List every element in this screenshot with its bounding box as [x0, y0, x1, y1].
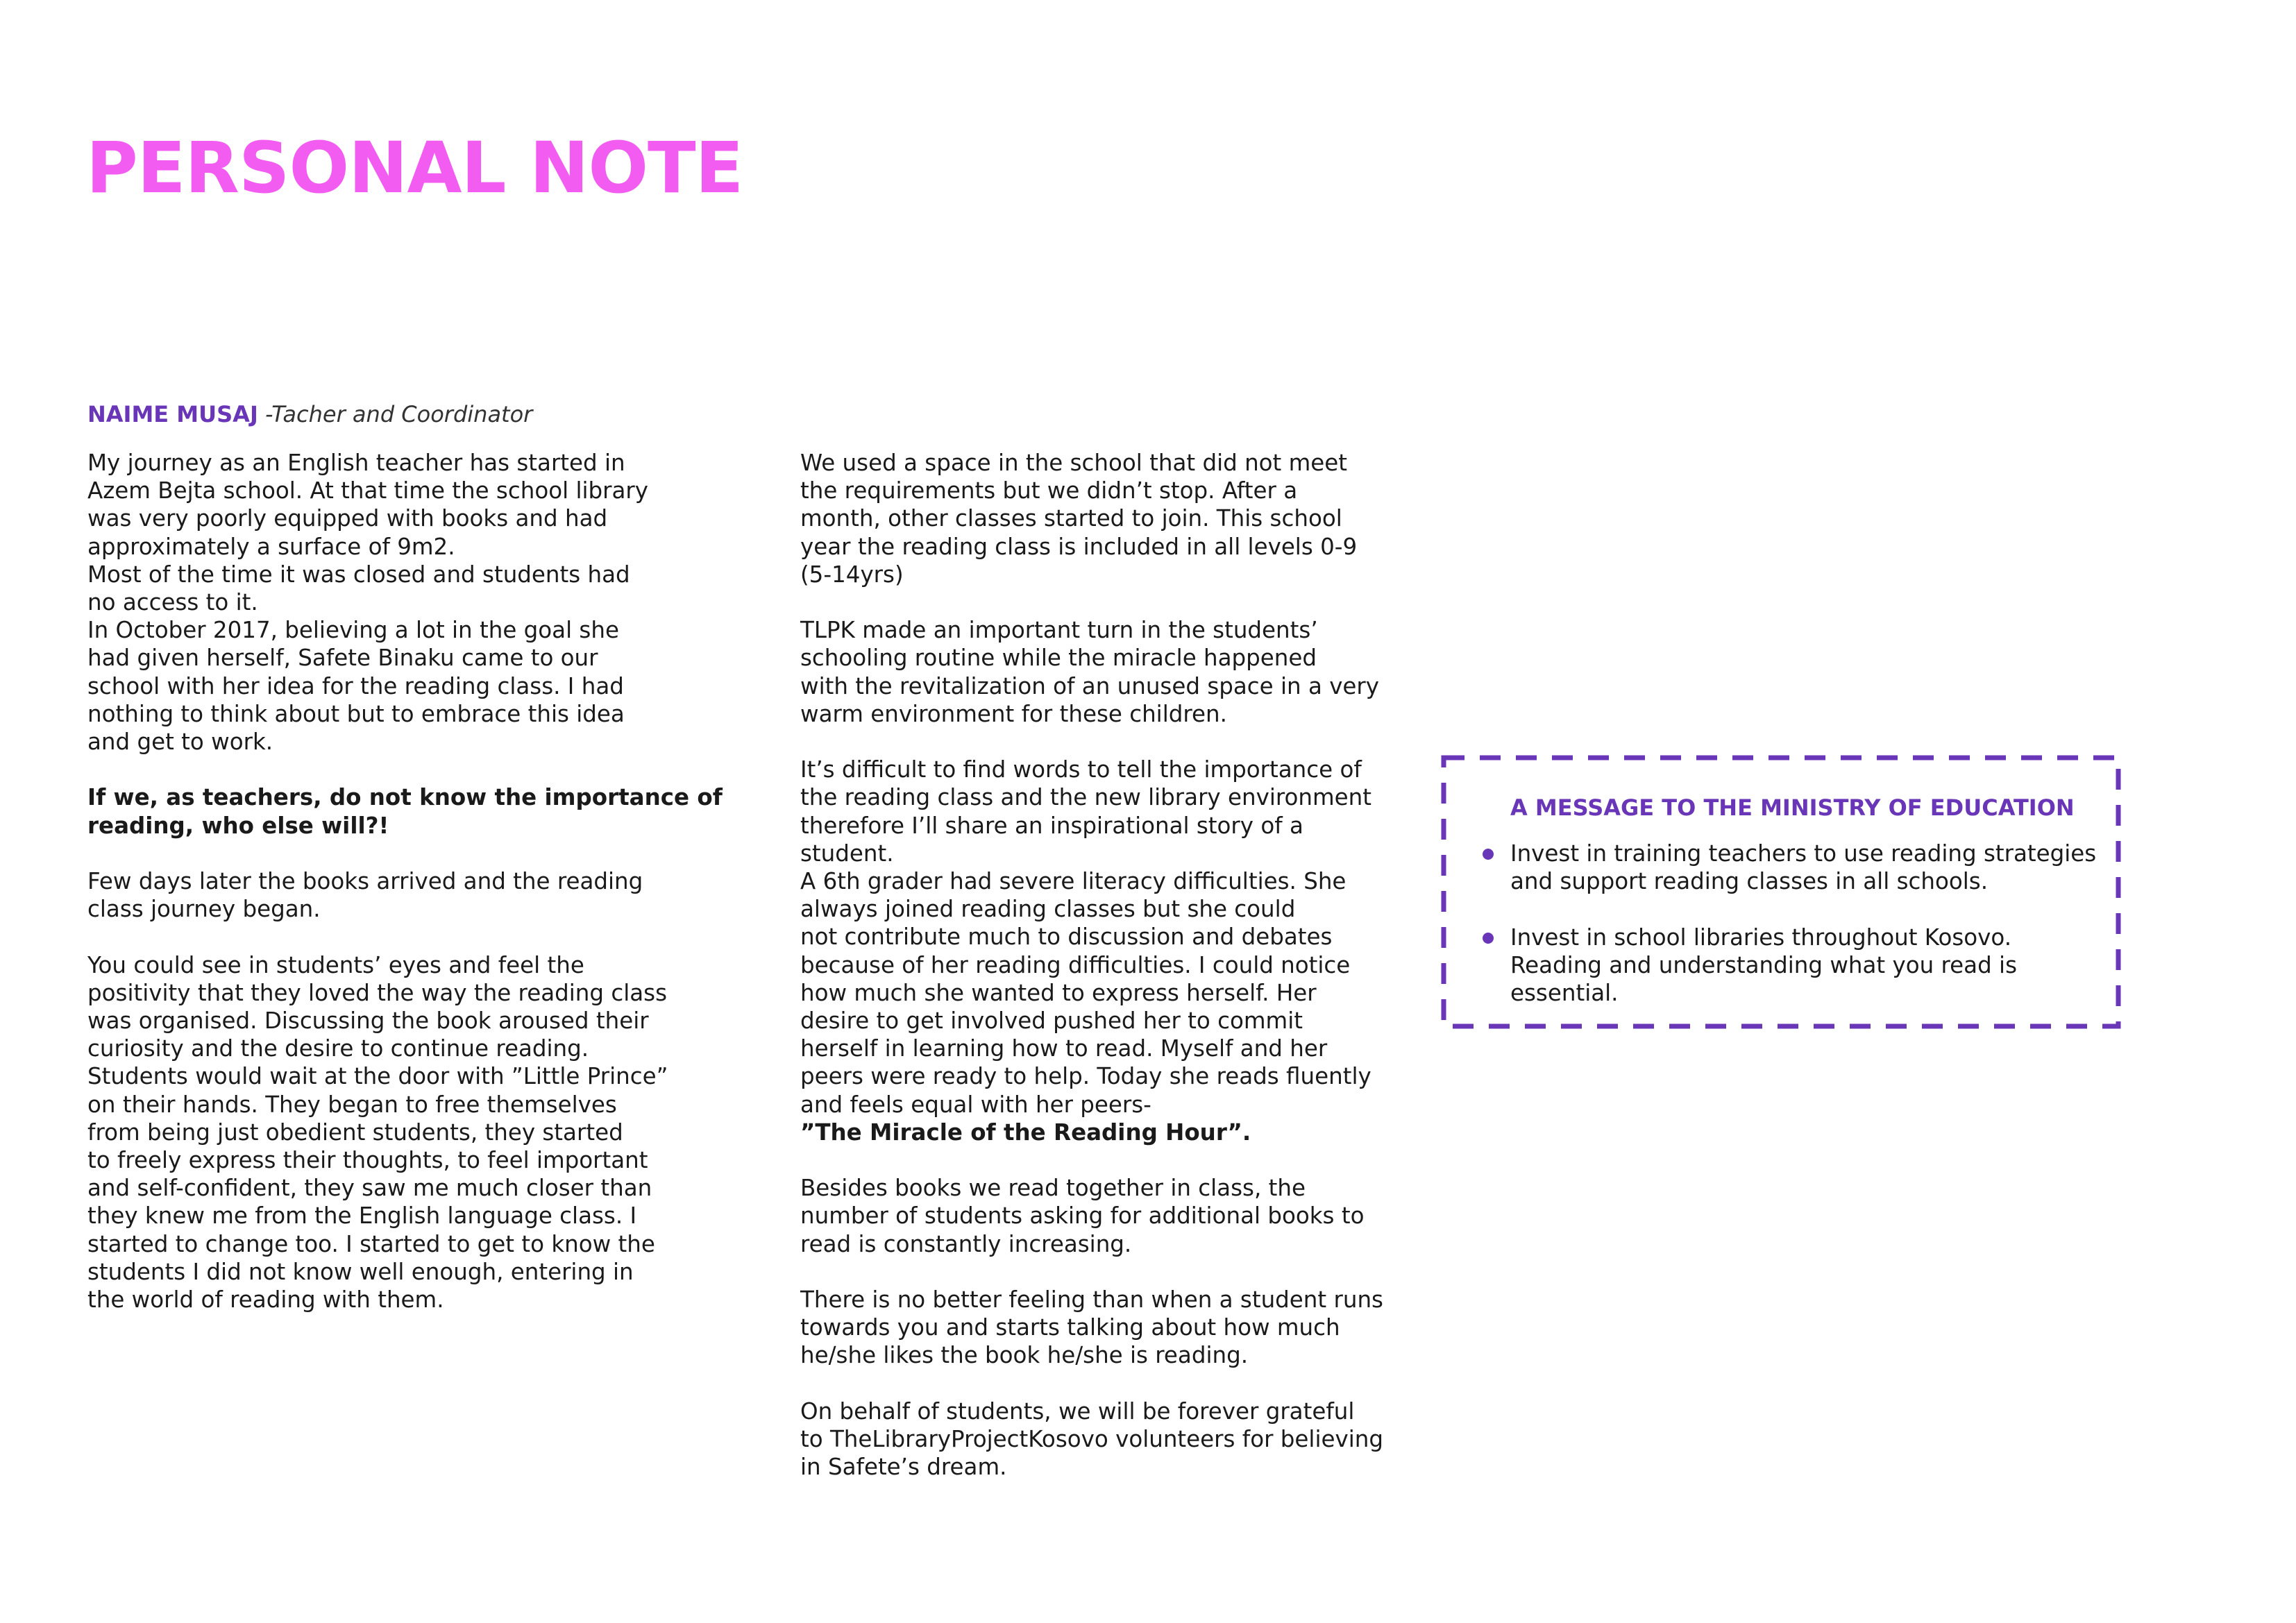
text-line: If we, as teachers, do not know the importance of — [87, 784, 723, 811]
bold-quote — [87, 783, 723, 839]
text-line: My journey as an English teacher has started in — [87, 450, 625, 476]
text-line: they knew me from the English language class. I — [87, 1203, 637, 1230]
text-line: (5-14yrs) — [800, 561, 904, 588]
text-line: TLPK made an important turn in the students’ — [800, 617, 1318, 644]
paragraph — [800, 1397, 1425, 1481]
text-line: Students would wait at the door with ”Little Prince” — [87, 1063, 668, 1090]
left-column — [87, 449, 723, 1314]
author-name: NAIME MUSAJ — [87, 401, 258, 427]
text-line: Most of the time it was closed and students had — [87, 561, 630, 588]
text-line: had given herself, Safete Binaku came to our — [87, 645, 598, 672]
text-line: We used a space in the school that did not meet — [800, 450, 1348, 476]
text-line: schooling routine while the miracle happened — [800, 645, 1317, 672]
text-line: It’s difficult to find words to tell the importance of — [800, 756, 1362, 783]
text-line: students I did not know well enough, entering in — [87, 1258, 634, 1285]
text-line: read is constantly increasing. — [800, 1230, 1132, 1257]
miracle-bold-line: ”The Miracle of the Reading Hour”. — [800, 1119, 1251, 1146]
text-line: because of her reading difficulties. I could notice — [800, 951, 1351, 978]
text-line: desire to get involved pushed her to commit — [800, 1008, 1303, 1035]
text-line: month, other classes started to join. This school — [800, 505, 1342, 532]
text-line: Azem Bejta school. At that time the school library — [87, 477, 649, 504]
text-line: how much she wanted to express herself. Her — [800, 979, 1317, 1006]
paragraph — [800, 1286, 1425, 1370]
text-line: he/she likes the book he/she is reading. — [800, 1342, 1249, 1369]
author-byline — [87, 399, 532, 430]
list-item — [1510, 924, 2017, 1008]
author-role: -Tacher and Coordinator — [258, 401, 533, 427]
middle-column — [800, 449, 1425, 1481]
text-line: to TheLibraryProjectKosovo volunteers for believing — [800, 1426, 1383, 1453]
paragraph — [87, 449, 712, 756]
text-line: Besides books we read together in class, the — [800, 1175, 1306, 1202]
text-line: the requirements but we didn’t stop. After a — [800, 477, 1298, 504]
text-line: was very poorly equipped with books and had — [87, 505, 608, 532]
text-line: Reading and understanding what you read is — [1510, 952, 2018, 979]
paragraph — [800, 756, 1425, 1146]
text-line: herself in learning how to read. Myself and her — [800, 1035, 1328, 1062]
text-line: warm environment for these children. — [800, 700, 1227, 727]
text-line: on their hands. They began to free themselves — [87, 1091, 617, 1118]
text-line: nothing to think about but to embrace this idea — [87, 700, 625, 727]
text-line: On behalf of students, we will be forever grateful — [800, 1397, 1355, 1425]
text-line: was organised. Discussing the book aroused their — [87, 1008, 649, 1035]
text-line: curiosity and the desire to continue reading. — [87, 1035, 589, 1062]
bullet-icon — [1483, 849, 1494, 860]
text-line: towards you and starts talking about how much — [800, 1314, 1340, 1341]
text-line: and feels equal with her peers- — [800, 1091, 1151, 1118]
text-line: There is no better feeling than when a student runs — [800, 1286, 1383, 1314]
text-line: Few days later the books arrived and the reading — [87, 868, 643, 895]
list-item-text — [1510, 840, 2096, 895]
paragraph — [800, 1174, 1425, 1258]
text-line: student. — [800, 840, 894, 867]
text-line: and self-confident, they saw me much closer than — [87, 1175, 652, 1202]
paragraph — [87, 951, 712, 1314]
paragraph — [800, 616, 1425, 728]
text-line: You could see in students’ eyes and feel the — [87, 951, 584, 978]
text-line: reading, who else will?! — [87, 812, 389, 839]
text-line: to freely express their thoughts, to feel important — [87, 1147, 648, 1174]
text-line: with the revitalization of an unused space in a very — [800, 672, 1380, 699]
text-line: year the reading class is included in all levels 0-9 — [800, 533, 1358, 560]
ministry-message-box — [1441, 755, 2121, 1029]
text-line: always joined reading classes but she could — [800, 896, 1296, 923]
text-line: approximately a surface of 9m2. — [87, 533, 455, 560]
paragraph — [87, 867, 712, 923]
text-line: school with her idea for the reading class. I had — [87, 672, 624, 699]
text-line: the world of reading with them. — [87, 1286, 444, 1314]
text-line: no access to it. — [87, 589, 258, 616]
list-item-text — [1510, 924, 2017, 1008]
paragraph — [800, 449, 1425, 588]
text-line: Invest in school libraries throughout Kosovo. — [1510, 924, 2012, 951]
paragraph-lines — [800, 756, 1425, 1119]
text-line: class journey began. — [87, 896, 321, 923]
page-title: PERSONAL NOTE — [86, 127, 743, 210]
text-line: essential. — [1510, 980, 1619, 1007]
text-line: started to change too. I started to get to know the — [87, 1230, 655, 1257]
text-line: and support reading classes in all schools. — [1510, 868, 1989, 895]
text-line: the reading class and the new library environment — [800, 784, 1371, 811]
callout-title: A MESSAGE TO THE MINISTRY OF EDUCATION — [1510, 794, 2075, 821]
text-line: from being just obedient students, they started — [87, 1119, 623, 1146]
text-line: Invest in training teachers to use reading strategies — [1510, 840, 2097, 867]
text-line: In October 2017, believing a lot in the goal she — [87, 617, 619, 644]
bullet-icon — [1483, 933, 1494, 944]
text-line: number of students asking for additional books to — [800, 1203, 1365, 1230]
text-line: peers were ready to help. Today she reads fluently — [800, 1063, 1371, 1090]
list-item — [1510, 840, 2096, 895]
text-line: and get to work. — [87, 729, 273, 756]
text-line: therefore I’ll share an inspirational story of a — [800, 812, 1303, 839]
text-line: A 6th grader had severe literacy difficulties. She — [800, 868, 1347, 895]
text-line: positivity that they loved the way the reading class — [87, 979, 668, 1006]
text-line: not contribute much to discussion and debates — [800, 924, 1333, 951]
text-line: in Safete’s dream. — [800, 1454, 1007, 1481]
